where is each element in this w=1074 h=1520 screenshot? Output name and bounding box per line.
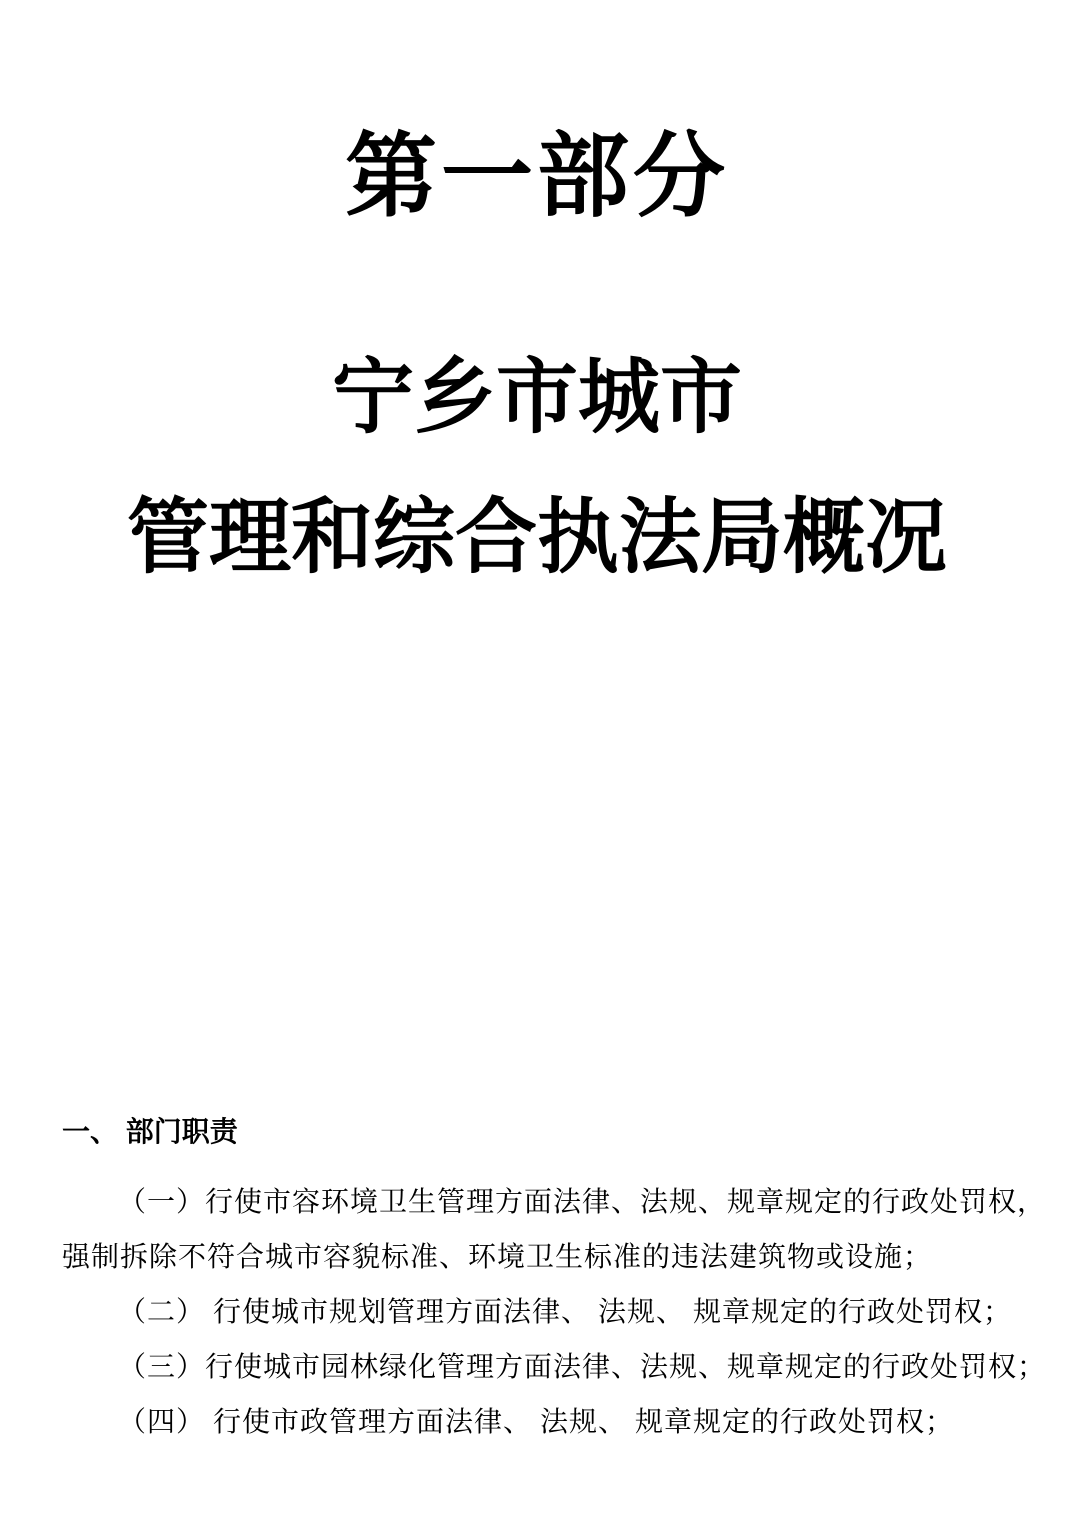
paragraph-line: （一）行使市容环境卫生管理方面法律、法规、规章规定的行政处罚权， [118, 1187, 1047, 1218]
section-body [62, 1175, 1047, 1450]
section-heading: 一、 部门职责 [62, 1116, 238, 1147]
main-title [0, 328, 1074, 608]
paragraph-line: （四） 行使市政管理方面法律、 法规、 规章规定的行政处罚权； [118, 1407, 955, 1438]
main-title-line-2: 管理和综合执法局概况 [126, 492, 947, 583]
paragraph-line: （三）行使城市园林绿化管理方面法律、法规、规章规定的行政处罚权； [118, 1352, 1047, 1383]
part-title: 第一部分 [344, 125, 729, 228]
main-title-line-1: 宁乡市城市 [331, 352, 742, 443]
paragraph-line: （二） 行使城市规划管理方面法律、 法规、 规章规定的行政处罚权； [118, 1297, 1013, 1328]
paragraph-line: 强制拆除不符合城市容貌标准、环境卫生标准的违法建筑物或设施； [62, 1242, 933, 1273]
